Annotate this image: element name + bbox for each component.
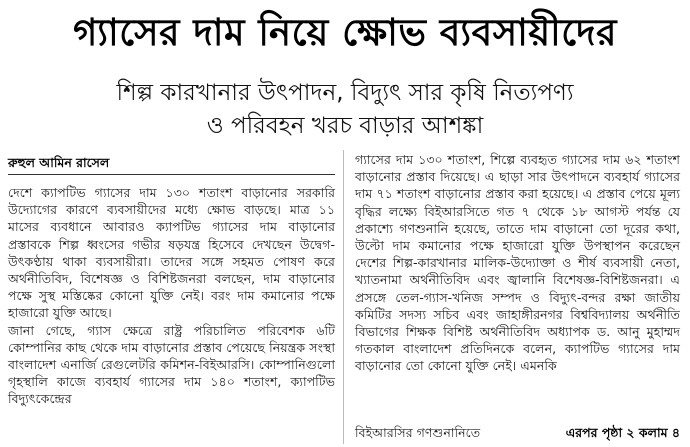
byline: রুহুল আমিন রাসেল xyxy=(8,154,335,175)
subheadline-line-2: ও পরিবহন খরচ বাড়ার আশঙ্কা xyxy=(206,113,484,139)
continued-jump-link[interactable]: এরপর পৃষ্ঠা ২ কলাম ৪ xyxy=(565,425,680,440)
column-divider xyxy=(343,150,344,444)
left-paragraph-1: দেশে ক্যাপটিভ গ্যাসের দাম ১৩০ শতাংশ বাড়ানোর সরকারি উদ্যোগের কারণে ব্যবসায়ীদের মধ্যে ক্ষোভ বাড়ছে। মাত্র ১১ মাসের ব্যবধানে আবারও ক্যাপটিভ গ্যাসের দাম বাড়ানোর প্রস্তাবকে শিল্প ধ্বংসের গভীর ষড়যন্ত্র হিসেবে দেখছেন উদ্বেগ-উৎকণ্ঠায় থাকা ব্যবসায়ীরা। তাদের সঙ্গে সহমত পোষণ করে অর্থনীতিবিদ, বিশেষজ্ঞ ও বিশিষ্টজনরা বলছেন, দাম বাড়ানোর পক্ষে সুস্থ মস্তিষ্কের কোনো যুক্তি নেই। বরং দাম কমানোর পক্ষে হাজারো যুক্তি আছে। xyxy=(8,185,335,321)
headline: গ্যাসের দাম নিয়ে ক্ষোভ ব্যবসায়ীদের xyxy=(73,11,617,54)
subheadline-line-1: শিল্প কারখানার উৎপাদন, বিদ্যুৎ সার কৃষি নিত্যপণ্য xyxy=(116,80,574,106)
right-column xyxy=(355,151,680,375)
left-column xyxy=(8,184,335,408)
right-column-last-line: বিইআরসির গণশুনানিতে xyxy=(355,425,481,440)
right-paragraph-1: গ্যাসের দাম ১৩০ শতাংশ, শিল্পে ব্যবহৃত গ্যাসের দাম ৬২ শতাংশ বাড়ানোর প্রস্তাব দিয়েছে। এ ছাড়া সার উৎপাদনে ব্যবহার্য গ্যাসের দাম ৭১ শতাংশ বাড়ানোর প্রস্তাব করা হয়েছে। এ প্রস্তাব পেয়ে মূল্য বৃদ্ধির লক্ষ্যে বিইআরসিতে গত ৭ থেকে ১৮ আগস্ট পর্যন্ত যে প্রকাশ্যে গণশুনানি হয়েছে, তাতে দাম বাড়ানো তো দূরের কথা, উল্টো দাম কমানোর পক্ষে হাজারো যুক্তি উপস্থাপন করেছেন দেশের শিল্প-কারখানার মালিক-উদ্যোক্তা ও শীর্ষ ব্যবসায়ী নেতা, খ্যাতনামা অর্থনীতিবিদ এবং জ্বালানি বিশেষজ্ঞ-বিশিষ্টজনরা। এ প্রসঙ্গে তেল-গ্যাস-খনিজ সম্পদ ও বিদ্যুৎ-বন্দর রক্ষা জাতীয় কমিটির সদস্য সচিব এবং জাহাঙ্গীরনগর বিশ্ববিদ্যালয় অর্থনীতি বিভাগের শিক্ষক বিশিষ্ট অর্থনীতিবিদ অধ্যাপক ড. আনু মুহাম্মদ গতকাল বাংলাদেশ প্রতিদিনকে বলেন, ক্যাপটিভ গ্যাসের দাম বাড়ানোর তো কোনো যুক্তি নেই। এমনকি xyxy=(355,152,680,374)
left-paragraph-2: জানা গেছে, গ্যাস ক্ষেত্রে রাষ্ট্র পরিচালিত পরিবেশক ৬টি কোম্পানির কাছ থেকে দাম বাড়ানোর প্রস্তাব পেয়েছে নিয়ন্ত্রক সংস্থা বাংলাদেশ এনার্জি রেগুলেটরি কমিশন-বিইআরসি। কোম্পানিগুলো গৃহস্থালি কাজে ব্যবহার্য গ্যাসের দাম ১৪০ শতাংশ, ক্যাপটিভ বিদ্যুৎকেন্দ্রের xyxy=(8,322,335,407)
